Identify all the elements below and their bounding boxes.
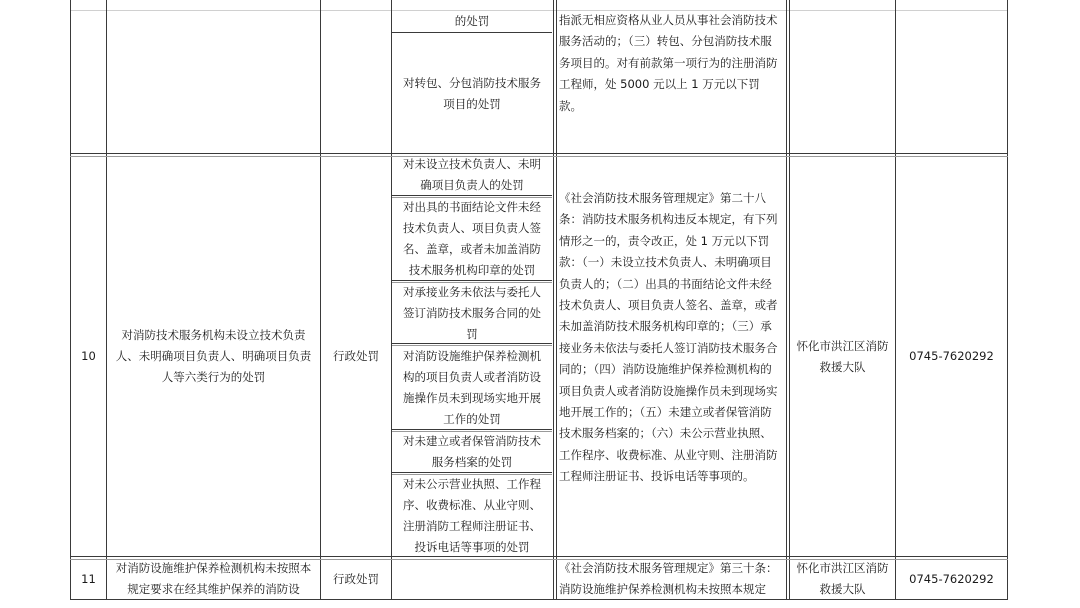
grid-line (786, 0, 787, 600)
item-name: 对消防设施维护保养检测机构未按照本规定要求在经其维护保养的消防设 (115, 560, 312, 596)
row-number: 11 (81, 572, 96, 586)
grid-line (553, 0, 554, 600)
item-name: 对消防技术服务机构未设立技术负责人、未明确项目负责人、明确项目负责人等六类行为的处罚 (115, 328, 312, 384)
sub-item: 对转包、分包消防技术服务项目的处罚 (403, 75, 541, 111)
sub-item: 对未设立技术负责人、未明确项目负责人的处罚 (403, 157, 541, 192)
phone-number: 0745-7620292 (909, 572, 994, 586)
sub-item: 对消防设施维护保养检测机构的项目负责人或者消防设施操作员未到现场实地开展工作的处罚 (403, 348, 541, 426)
sub-item: 对出具的书面结论文件未经技术负责人、项目负责人签名、盖章，或者未加盖消防技术服务机构印章的处罚 (403, 200, 541, 277)
row-number: 10 (81, 349, 96, 363)
department: 怀化市洪江区消防救援大队 (796, 560, 889, 596)
sub-item: 对未建立或者保管消防技术服务档案的处罚 (403, 434, 541, 469)
sub-divider (392, 429, 552, 430)
sub-item: 的处罚 (454, 13, 490, 28)
grid-line (1007, 0, 1008, 600)
phone-number: 0745-7620292 (909, 349, 994, 363)
row-divider (70, 599, 1008, 600)
sub-item: 对未公示营业执照、工作程序、收费标准、从业守则、注册消防工程师注册证书、投诉电话等事项的处罚 (403, 476, 541, 554)
penalty-type: 行政处罚 (333, 349, 379, 363)
sub-divider (392, 195, 552, 196)
sub-item: 对承接业务未依法与委托人签订消防技术服务合同的处罚 (403, 284, 541, 341)
legal-basis: 指派无相应资格从业人员从事社会消防技术服务活动的；（三）转包、分包消防技术服务项目的。对有前款第一项行为的注册消防工程师，处 5000 元以上 1 万元以下罚款。 (559, 13, 778, 113)
legal-basis: 《社会消防技术服务管理规定》第二十八条：消防技术服务机构违反本规定，有下列情形之一的，责令改正，处 1 万元以下罚款：（一）未设立技术负责人、未明确项目负责人的；（二）出具的书面结论文件未经技术负责人、项目负责人签名、盖章，或者未加盖消防技术服务机构印章的；（三）承接业务未依法与委托人签订消防技术服务合同的；（四）消防设施维护保养检测机构的项目负责人或者消防设施操作员未到现场实地开展工作的；（五）未建立或者保管消防技术服务档案的；（六）未公示营业执照、工作程序、收费标准、从业守则、注册消防工程师注册证书、投诉电话等事项的。 (559, 191, 778, 484)
sub-divider (392, 32, 552, 33)
penalty-type: 行政处罚 (333, 572, 379, 586)
sub-divider (392, 343, 552, 344)
department: 怀化市洪江区消防救援大队 (796, 338, 889, 374)
legal-basis: 《社会消防技术服务管理规定》第三十条：消防设施维护保养检测机构未按照本规定 (559, 561, 778, 597)
